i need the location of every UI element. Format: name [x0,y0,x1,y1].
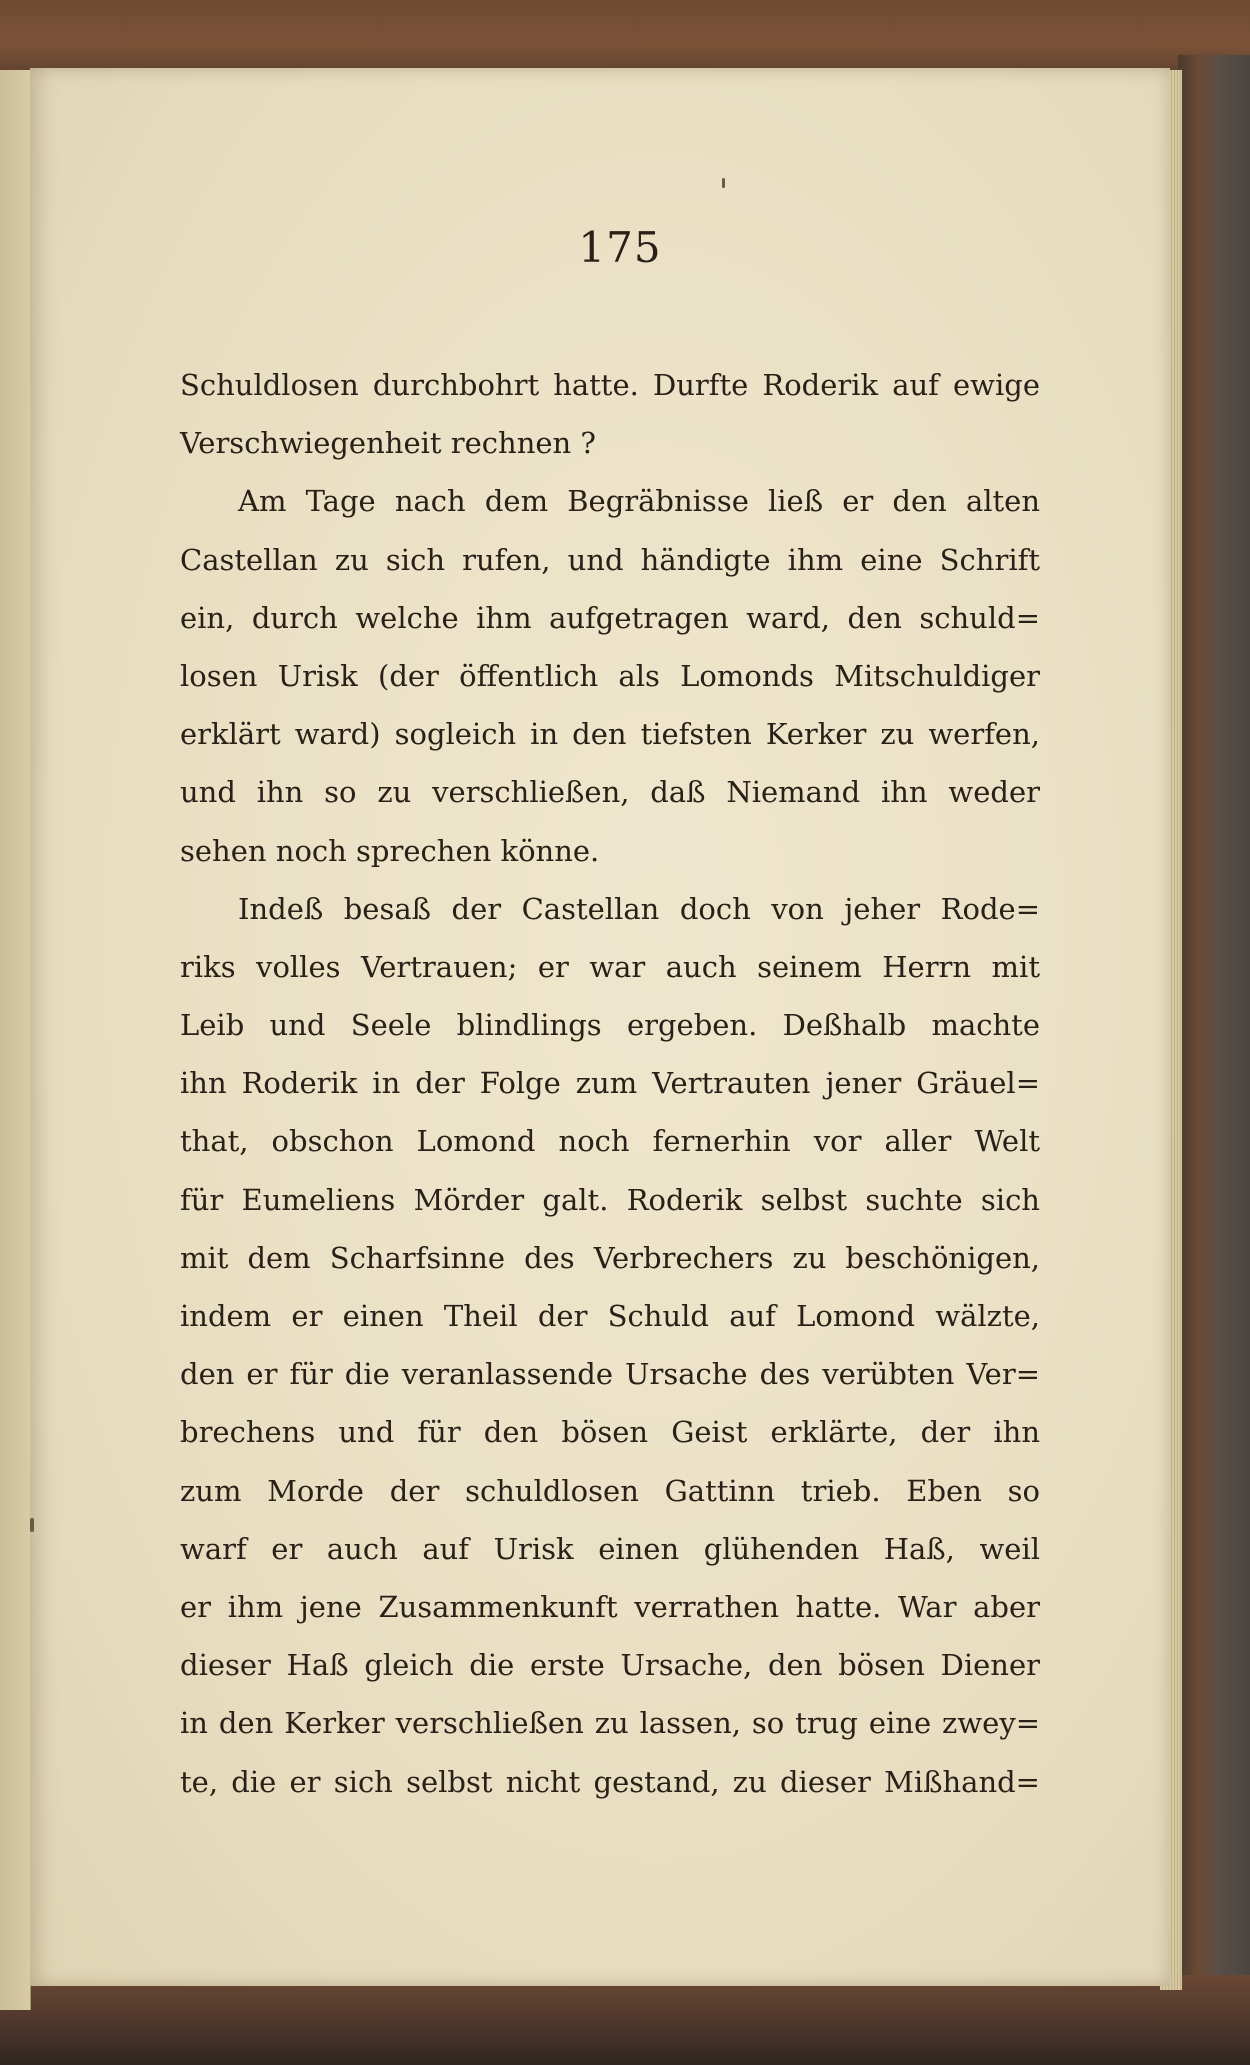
text-line: Schuldlosen durchbohrt hatte. Durfte Roderik auf ewige [180,368,1040,402]
facing-page-edge [0,70,31,2010]
text-line: Verschwiegenheit rechnen ? [180,426,596,461]
book-cover-right [1178,55,1250,2015]
text-line: ihn Roderik in der Folge zum Vertrauten jener Gräuel= [180,1066,1040,1101]
text-line: Leib und Seele blindlings ergeben. Deßhalb machte [180,1008,1040,1043]
text-line: warf er auch auf Urisk einen glühenden Haß, weil [180,1531,1040,1566]
text-line: losen Urisk (der öffentlich als Lomonds Mitschuldiger [180,658,1040,693]
body-text [180,356,1040,1811]
text-line: Castellan zu sich rufen, und händigte ihm eine Schrift [180,542,1040,577]
book-page [30,68,1170,1986]
book-cover-bottom [0,1975,1250,2065]
text-line: für Eumeliens Mörder galt. Roderik selbst suchte sich [180,1182,1040,1217]
text-line: zum Morde der schuldlosen Gattinn trieb. Eben so [180,1473,1040,1508]
text-line: er ihm jene Zusammenkunft verrathen hatte. War aber [180,1589,1040,1624]
text-line: sehen noch sprechen könne. [180,833,600,868]
page-number: 175 [578,223,662,272]
text-line: ein, durch welche ihm aufgetragen ward, den schuld= [180,600,1040,635]
text-line: brechens und für den bösen Geist erklärte, der ihn [180,1415,1040,1450]
text-line: te, die er sich selbst nicht gestand, zu dieser Mißhand= [180,1764,1040,1799]
text-line: dieser Haß gleich die erste Ursache, den bösen Diener [180,1648,1040,1683]
text-line: und ihn so zu verschließen, daß Niemand ihn weder [180,775,1040,810]
text-line: indem er einen Theil der Schuld auf Lomond wälzte, [180,1299,1040,1333]
ink-speck [30,1518,34,1532]
ink-speck [722,178,725,188]
text-line: den er für die veranlassende Ursache des verübten Ver= [180,1357,1040,1392]
text-line: erklärt ward) sogleich in den tiefsten Kerker zu werfen, [180,717,1040,752]
text-line: Indeß besaß der Castellan doch von jeher Rode= [238,891,1040,926]
text-line: mit dem Scharfsinne des Verbrechers zu beschönigen, [180,1240,1040,1275]
text-line: that, obschon Lomond noch fernerhin vor aller Welt [180,1124,1040,1159]
text-line: riks volles Vertrauen; er war auch seinem Herrn mit [180,949,1040,984]
text-line: in den Kerker verschließen zu lassen, so trug eine zwey= [180,1706,1040,1741]
text-line: Am Tage nach dem Begräbnisse ließ er den alten [238,484,1040,519]
